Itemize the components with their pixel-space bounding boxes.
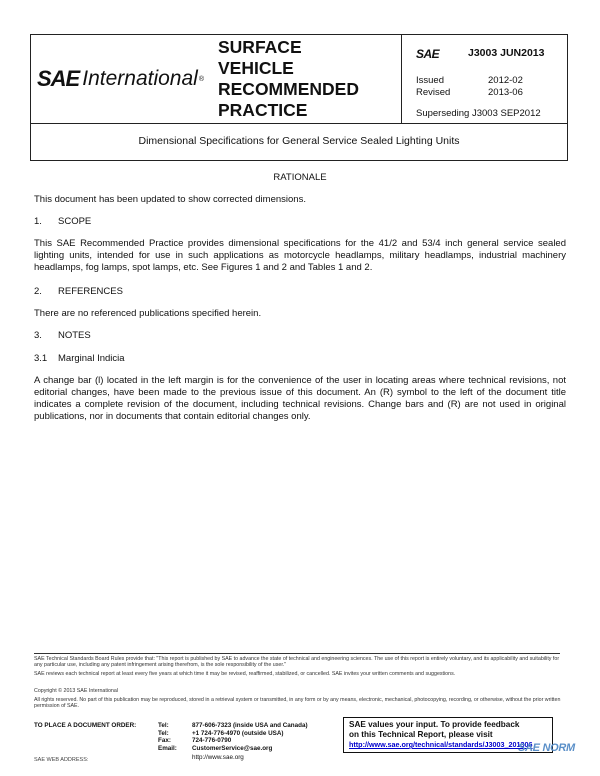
revised-value: 2013-06	[488, 87, 523, 98]
section-number: 2.	[34, 286, 42, 297]
doc-number: J3003 JUN2013	[468, 47, 545, 59]
section-notes-heading	[34, 330, 566, 342]
rationale-text: This document has been updated to show corrected dimensions.	[34, 194, 306, 205]
tel-inside: 877-606-7323 (inside USA and Canada)	[192, 722, 308, 729]
section-scope-heading	[34, 216, 566, 228]
section-number: 1.	[34, 216, 42, 227]
rationale-heading: RATIONALE	[273, 172, 327, 183]
revised-label: Revised	[416, 87, 451, 98]
doc-type-line-3: RECOMMENDED	[218, 79, 359, 99]
logo-text: International	[82, 67, 198, 90]
section-title: Marginal Indicia	[58, 353, 125, 364]
footer-copyright: Copyright © 2013 SAE International	[34, 688, 118, 694]
email-label: Email:	[158, 744, 177, 752]
tel-label: Tel:	[158, 722, 169, 729]
email-address[interactable]: CustomerService@sae.org	[192, 744, 273, 752]
order-label: TO PLACE A DOCUMENT ORDER:	[34, 722, 137, 729]
issued-row	[416, 75, 523, 86]
section-references-heading	[34, 286, 566, 298]
feedback-line-1: SAE values your input. To provide feedback	[349, 720, 520, 729]
section-marginal-heading	[34, 353, 566, 365]
superseding: Superseding J3003 SEP2012	[416, 108, 541, 119]
tel-label-2: Tel:	[158, 729, 169, 737]
footer-review-text: SAE reviews each technical report at least every five years at which time it may be revised, reaffirmed, stabilized, or cancelled. SAE invites your written comments and suggestions.	[34, 671, 456, 677]
footer-rules-text: SAE Technical Standards Board Rules provide that: "This report is published by SAE to advance the state of technical and engineering sciences. The use of this report is entirely voluntary, and its applicability and suitability for any particular use, including any patent infringement arising therefrom, is the sole responsibility of the user."	[34, 656, 560, 669]
feedback-link[interactable]: http://www.sae.org/technical/standards/J3003_201306	[349, 740, 533, 749]
footer-divider	[34, 653, 560, 654]
section-title: NOTES	[58, 330, 91, 341]
logo-trademark: ®	[198, 75, 205, 83]
section-marginal-text: A change bar (l) located in the left margin is for the convenience of the user in locating areas where technical revisions, not editorial changes, have been made to the previous issue of this document. An (R) symbol to the left of the document title indicates a complete revision of the document, including technical revisions. Change bars and (R) are not used in original publications, nor in documents that contain editorial changes only.	[34, 375, 566, 422]
sae-norm-watermark: SAE NORM	[518, 742, 575, 754]
doc-title: Dimensional Specifications for General Service Sealed Lighting Units	[30, 122, 568, 161]
logo-mark: SAE	[37, 66, 80, 91]
section-references-text: There are no referenced publications specified herein.	[34, 308, 262, 319]
doc-type-line-1: SURFACE	[218, 37, 302, 57]
doc-type-line-4: PRACTICE	[218, 100, 308, 120]
sae-logo	[31, 35, 215, 123]
meta-sae-logo: SAE	[416, 47, 440, 61]
section-scope-text: This SAE Recommended Practice provides dimensional specifications for the 41/2 and 53/4 inch general service sealed lighting units, intended for use in such applications as motorcycle headlamps, military headlamps, industrial machinery headlamps, fog lamps, spot lamps, etc. See Figures 1 and 2 and Tables 1 and 2.	[34, 238, 566, 273]
section-title: SCOPE	[58, 216, 92, 227]
feedback-line-2: on this Technical Report, please visit	[349, 730, 493, 739]
section-title: REFERENCES	[58, 286, 123, 297]
revised-row	[416, 87, 523, 98]
doc-type-line-2: VEHICLE	[218, 58, 294, 78]
document-header	[30, 34, 568, 124]
section-number: 3.	[34, 330, 42, 341]
issued-label: Issued	[416, 75, 444, 86]
web-address[interactable]: http://www.sae.org	[192, 754, 244, 761]
fax-label: Fax:	[158, 737, 171, 744]
footer-rights: All rights reserved. No part of this publication may be reproduced, stored in a retrieval system or transmitted, in any form or by any means, electronic, mechanical, photocopying, recording, or otherwise, without the prior written permission of SAE.	[34, 697, 561, 710]
tel-outside: +1 724-776-4970 (outside USA)	[192, 729, 284, 737]
doc-type-title	[218, 37, 400, 121]
fax-number: 724-776-0790	[192, 737, 232, 744]
issued-value: 2012-02	[488, 75, 523, 86]
section-number: 3.1	[34, 353, 48, 364]
doc-meta	[401, 35, 568, 123]
sae-web-address-label: SAE WEB ADDRESS:	[34, 757, 89, 763]
